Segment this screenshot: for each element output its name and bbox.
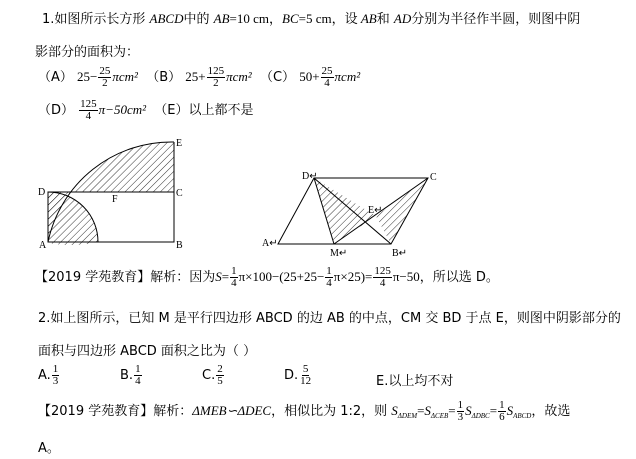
q1-optD-post: π−50cm² bbox=[98, 102, 146, 117]
q2-optA-frac bbox=[52, 364, 60, 387]
q1-optC-den: 4 bbox=[324, 77, 330, 89]
q2-optD-label: D. bbox=[284, 368, 299, 383]
figure2-label-C: C bbox=[430, 172, 437, 183]
q1-options-row1 bbox=[38, 66, 360, 89]
figure1-rectangle bbox=[36, 132, 196, 254]
q2-optE: E.以上均不对 bbox=[376, 374, 454, 389]
analysis2-label: 解析： bbox=[153, 404, 193, 419]
q2-stem-line2: 面积与四边形 ABCD 面积之比为（ ） bbox=[38, 344, 257, 359]
q2-optB-num: 1 bbox=[135, 363, 141, 375]
analysis2-eq3: = bbox=[489, 403, 498, 418]
q1-options-row2 bbox=[38, 99, 253, 122]
q2-optD-num: 5 bbox=[302, 363, 309, 375]
q2-optA-den: 3 bbox=[52, 375, 59, 387]
figure2-shade-dem bbox=[314, 178, 376, 244]
analysis1-conclusion: ，所以选 D。 bbox=[419, 270, 499, 285]
analysis2-similar: ΔMEB∽ΔDEC bbox=[192, 403, 272, 418]
analysis1-mid2: π×25)= bbox=[333, 269, 373, 284]
q1-optB-pre: 25+ bbox=[185, 69, 206, 84]
figure1-label-F: F bbox=[112, 194, 118, 205]
q2-optA bbox=[38, 364, 60, 387]
analysis2-s4-sub: ABCD bbox=[513, 412, 532, 420]
q2-optA-label: A. bbox=[38, 368, 51, 383]
q1-and: 和 bbox=[376, 12, 394, 27]
analysis2-source: 【2019 学苑教育】 bbox=[38, 404, 154, 419]
q1-optC-num: 25 bbox=[321, 65, 333, 77]
figure1-label-E: E bbox=[176, 138, 183, 149]
q1-stem-suffix: 分别为半径作半圆，则图中阴 bbox=[411, 12, 581, 27]
figure1-label-D: D bbox=[38, 187, 46, 198]
analysis1-frac3 bbox=[373, 266, 392, 289]
analysis2-s3-sub: ΔDBC bbox=[471, 412, 490, 420]
q1-ab-value: =10 cm， bbox=[229, 11, 282, 26]
q1-bc-var: BC bbox=[282, 11, 299, 26]
q1-optE-label: （E）以上都不是 bbox=[154, 103, 254, 118]
analysis1-f1-den: 4 bbox=[231, 277, 237, 289]
q1-optA-pre: 25− bbox=[77, 69, 98, 84]
q1-stem-prefix: 1.如图所示长方形 bbox=[42, 12, 150, 27]
q2-optB-frac bbox=[134, 364, 142, 387]
analysis2-tail: ，故选 bbox=[531, 404, 571, 419]
q1-stem-mid1: 中的 bbox=[183, 12, 214, 27]
q1-optB-den: 2 bbox=[213, 77, 219, 89]
analysis2-eq2: = bbox=[448, 403, 456, 418]
q1-optA-post: πcm² bbox=[112, 69, 138, 84]
q1-var-ab: AB bbox=[360, 11, 377, 26]
analysis2-s3: S bbox=[465, 403, 472, 418]
analysis1-frac1 bbox=[230, 266, 238, 289]
analysis1-frac2 bbox=[325, 266, 333, 289]
q2-optC-num: 2 bbox=[217, 363, 223, 375]
figure1-label-A: A bbox=[39, 240, 47, 251]
q1-optD-num: 125 bbox=[80, 98, 97, 110]
figure2-shade-ceb bbox=[376, 178, 428, 244]
q1-stem-line2: 影部分的面积为： bbox=[35, 45, 140, 60]
q1-rect-name: ABCD bbox=[149, 11, 184, 26]
analysis2-s2: S bbox=[424, 403, 431, 418]
q2-optB-label: B. bbox=[120, 368, 134, 383]
analysis2-f1-den: 3 bbox=[457, 411, 464, 423]
analysis1-mid1: π×100−(25+25− bbox=[238, 269, 325, 284]
analysis1-eq1: = bbox=[221, 269, 230, 284]
q2-optB-den: 4 bbox=[135, 375, 141, 387]
q1-optC-pre: 50+ bbox=[299, 69, 320, 84]
analysis1-f3-den: 4 bbox=[379, 277, 386, 289]
q1-optD-label: （D） bbox=[38, 103, 75, 118]
analysis1-f2-num: 1 bbox=[326, 265, 332, 277]
q2-stem-line1: 2.如上图所示，已知 M 是平行四边形 ABCD 的边 AB 的中点，CM 交 BD 于点 E，则图中阴影部分的 bbox=[38, 311, 621, 326]
analysis2-f2-num: 1 bbox=[499, 399, 505, 411]
analysis1-label: 解析：因为 bbox=[150, 270, 216, 285]
analysis1-line bbox=[35, 266, 499, 289]
analysis2-s1-sub: ΔDEM bbox=[397, 412, 418, 420]
q1-bc-value: =5 cm，设 bbox=[298, 11, 361, 26]
analysis2-s1: S bbox=[391, 403, 398, 418]
figure2-label-M: M↵ bbox=[330, 248, 348, 259]
analysis2-s2-sub: ΔCEB bbox=[430, 412, 449, 420]
q2-optD-den: 12 bbox=[300, 375, 312, 387]
q1-optB-label: （B） bbox=[146, 70, 182, 85]
analysis1-f2-den: 4 bbox=[326, 277, 332, 289]
analysis1-f3-num: 125 bbox=[374, 265, 391, 277]
q2-optD-frac bbox=[299, 364, 312, 387]
q1-var-ad: AD bbox=[393, 11, 412, 26]
analysis2-final: A。 bbox=[38, 441, 60, 456]
analysis1-s-var: S bbox=[215, 269, 222, 284]
analysis1-source: 【2019 学苑教育】 bbox=[35, 270, 151, 285]
q2-optD bbox=[284, 364, 313, 387]
analysis2-eq1: = bbox=[417, 403, 425, 418]
figure1-label-C: C bbox=[176, 188, 183, 199]
analysis2-f1-num: 1 bbox=[457, 399, 464, 411]
q1-optA-num: 25 bbox=[99, 65, 111, 77]
q1-optB-frac bbox=[207, 66, 226, 89]
analysis2-frac1 bbox=[457, 400, 465, 423]
analysis1-mid3: π−50 bbox=[392, 269, 420, 284]
analysis2-ratio: ，相似比为 1:2，则 bbox=[271, 404, 392, 419]
q1-optD-den: 4 bbox=[85, 110, 92, 122]
analysis2-s4: S bbox=[506, 403, 514, 418]
q1-optA-label: （A） bbox=[38, 70, 73, 85]
q2-optC bbox=[202, 364, 225, 387]
q1-optD-frac bbox=[79, 99, 98, 122]
q2-optA-num: 1 bbox=[52, 363, 59, 375]
figure2-label-A: A↵ bbox=[262, 238, 278, 249]
analysis2-f2-den: 6 bbox=[499, 411, 505, 423]
figure2-label-B: B↵ bbox=[392, 248, 408, 259]
analysis2-frac2 bbox=[498, 400, 506, 423]
figure2-label-E: E↵ bbox=[368, 205, 383, 216]
analysis2-line bbox=[38, 400, 570, 423]
q1-ab-var: AB bbox=[213, 11, 230, 26]
figure1-label-B: B bbox=[176, 240, 183, 251]
q1-optC-post: πcm² bbox=[334, 69, 361, 84]
q2-optC-label: C. bbox=[202, 368, 216, 383]
q1-optC-frac bbox=[321, 66, 334, 89]
figure2-label-D: D↵ bbox=[302, 171, 318, 182]
q1-optB-num: 125 bbox=[207, 65, 225, 77]
figure2-parallelogram bbox=[258, 166, 458, 264]
q1-optC-label: （C） bbox=[259, 70, 296, 85]
q1-stem-line1 bbox=[42, 8, 580, 27]
q2-optC-frac bbox=[216, 364, 224, 387]
analysis1-f1-num: 1 bbox=[231, 265, 237, 277]
q1-optA-frac bbox=[98, 66, 111, 89]
q1-optA-den: 2 bbox=[102, 77, 108, 89]
q2-optC-den: 5 bbox=[217, 375, 223, 387]
q1-optB-post: πcm² bbox=[226, 69, 252, 84]
q2-optB bbox=[120, 364, 143, 387]
